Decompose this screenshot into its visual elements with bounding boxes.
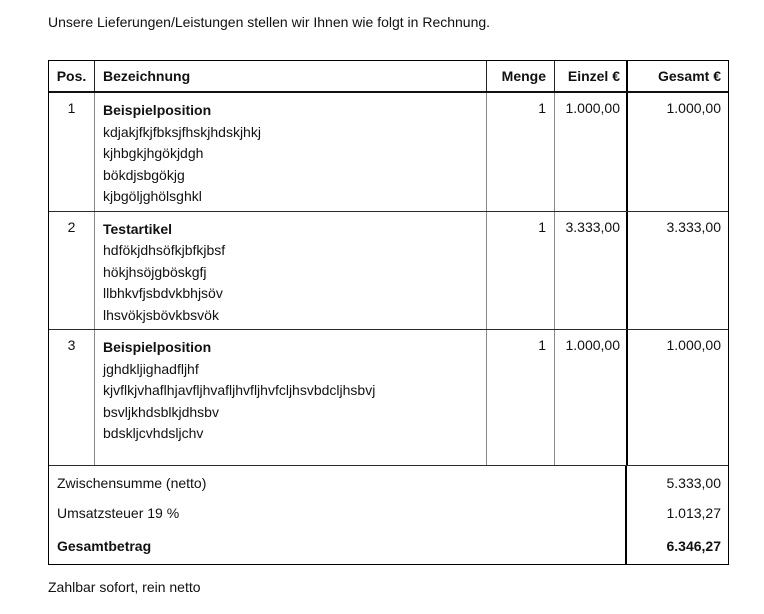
item-quantity: 1 [487, 93, 555, 211]
header-quantity: Menge [487, 61, 555, 91]
item-title: Beispielposition [103, 102, 212, 118]
item-description-line: llbhkvfjsbdvkbhjsöv [103, 285, 223, 301]
invoice-table [48, 60, 729, 565]
payment-terms-text: Zahlbar sofort, rein netto [48, 578, 201, 595]
item-total: 1.000,00 [666, 100, 721, 116]
subtotal-label: Zwischensumme (netto) [57, 474, 207, 491]
item-pos: 1 [49, 93, 95, 211]
item-description [95, 93, 487, 211]
item-description-line: jghdkljighadfljhf [103, 360, 199, 377]
item-description-line: lhsvökjsbövkbsvök [103, 306, 219, 323]
subtotal-value: 5.333,00 [666, 474, 721, 491]
table-row [49, 93, 728, 212]
item-unit-price: 1.000,00 [555, 330, 628, 465]
item-description-line: hdfökjdhsöfkjbfkjbsf [103, 242, 226, 258]
header-pos: Pos. [49, 61, 95, 91]
summary-section [49, 466, 728, 564]
table-row [49, 330, 728, 466]
item-description-line: kdjakjfkjfbksjfhskjhdskjhkj [103, 123, 261, 140]
item-unit-price: 3.333,00 [555, 212, 628, 330]
item-description-line: kjhbgkjhgökjdgh [103, 145, 204, 161]
intro-text: Unsere Lieferungen/Leistungen stellen wir Ihnen wie folgt in Rechnung. [48, 14, 491, 30]
item-total: 1.000,00 [666, 337, 721, 353]
item-quantity: 1 [487, 212, 555, 330]
header-total: Gesamt € [657, 68, 721, 84]
item-description-line: kjvflkjvhaflhjavfljhvafljhvfljhvfcljhsvbdcljhsbvj [103, 382, 376, 398]
item-description-line: bökdjsbgökjg [103, 166, 185, 183]
item-description [95, 330, 487, 465]
grand-total-label: Gesamtbetrag [57, 537, 152, 554]
table-row [49, 212, 728, 331]
item-quantity: 1 [487, 330, 555, 465]
item-title: Beispielposition [103, 339, 212, 355]
item-description-line: kjbgöljghölsghkl [103, 188, 202, 204]
item-description-line: bsvljkhdsblkjdhsbv [103, 403, 219, 420]
item-total: 3.333,00 [666, 218, 721, 235]
vat-value: 1.013,27 [666, 504, 721, 521]
header-unit-price: Einzel € [555, 61, 628, 91]
vat-label: Umsatzsteuer 19 % [57, 504, 180, 521]
item-pos: 2 [49, 212, 95, 330]
item-unit-price: 1.000,00 [555, 93, 628, 211]
item-description-line: bdskljcvhdsljchv [103, 425, 204, 441]
item-description-line: hökjhsöjgböskgfj [103, 263, 207, 280]
item-description [95, 212, 487, 330]
summary-row-vat [49, 498, 728, 528]
item-pos: 3 [49, 330, 95, 465]
summary-row-subtotal [49, 468, 728, 498]
grand-total-value: 6.346,27 [666, 537, 721, 554]
summary-row-grand-total [49, 528, 728, 564]
table-header-row [49, 61, 728, 93]
header-description: Bezeichnung [95, 61, 487, 91]
item-title: Testartikel [103, 220, 172, 237]
